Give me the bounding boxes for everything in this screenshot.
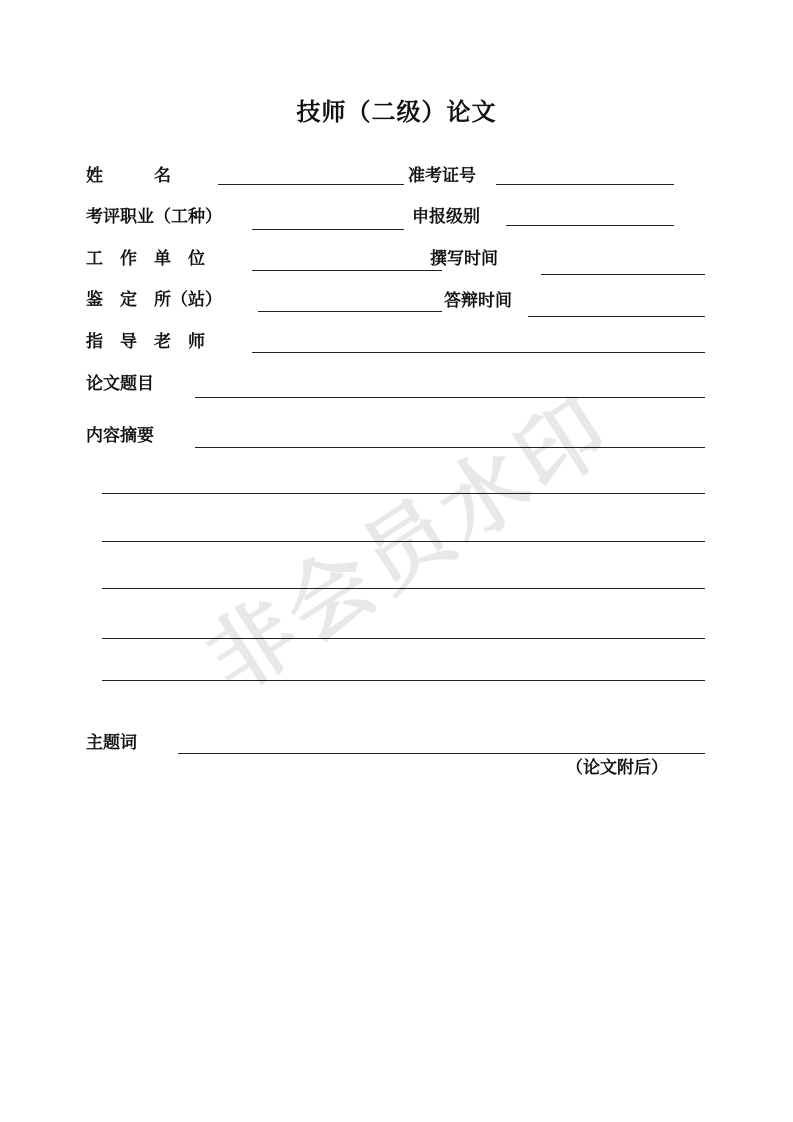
- name-field-line[interactable]: [218, 184, 404, 185]
- station-field-line[interactable]: [258, 311, 442, 312]
- occupation-label: 考评职业（工种）: [86, 207, 222, 227]
- abstract-label: 内容摘要: [86, 426, 154, 446]
- exam-id-label: 准考证号: [408, 166, 476, 186]
- abstract-line[interactable]: [102, 541, 705, 542]
- work-unit-label: 工 作 单 位: [86, 249, 205, 269]
- thesis-title-label: 论文题目: [86, 374, 154, 394]
- attachment-note: （论文附后）: [566, 758, 668, 778]
- work-unit-field-line[interactable]: [252, 270, 442, 271]
- abstract-field-line[interactable]: [195, 447, 705, 448]
- occupation-field-line[interactable]: [252, 229, 404, 230]
- abstract-line[interactable]: [102, 680, 705, 681]
- thesis-title-field-line[interactable]: [195, 397, 705, 398]
- keywords-label: 主题词: [86, 733, 137, 753]
- station-label: 鉴 定 所（站）: [86, 290, 222, 310]
- watermark: 非会员水印: [189, 377, 631, 713]
- advisor-field-line[interactable]: [252, 352, 705, 353]
- writing-time-label: 撰写时间: [430, 249, 498, 269]
- exam-id-field-line[interactable]: [496, 184, 674, 185]
- advisor-label: 指 导 老 师: [86, 332, 205, 352]
- defense-time-field-line[interactable]: [528, 316, 705, 317]
- name-label: 姓 名: [86, 166, 171, 186]
- level-field-line[interactable]: [506, 225, 674, 226]
- level-label: 申报级别: [412, 207, 480, 227]
- abstract-line[interactable]: [102, 638, 705, 639]
- defense-time-label: 答辩时间: [444, 291, 512, 311]
- abstract-line[interactable]: [102, 493, 705, 494]
- page-title: 技师（二级）论文: [296, 98, 497, 126]
- abstract-line[interactable]: [102, 588, 705, 589]
- writing-time-field-line[interactable]: [541, 274, 705, 275]
